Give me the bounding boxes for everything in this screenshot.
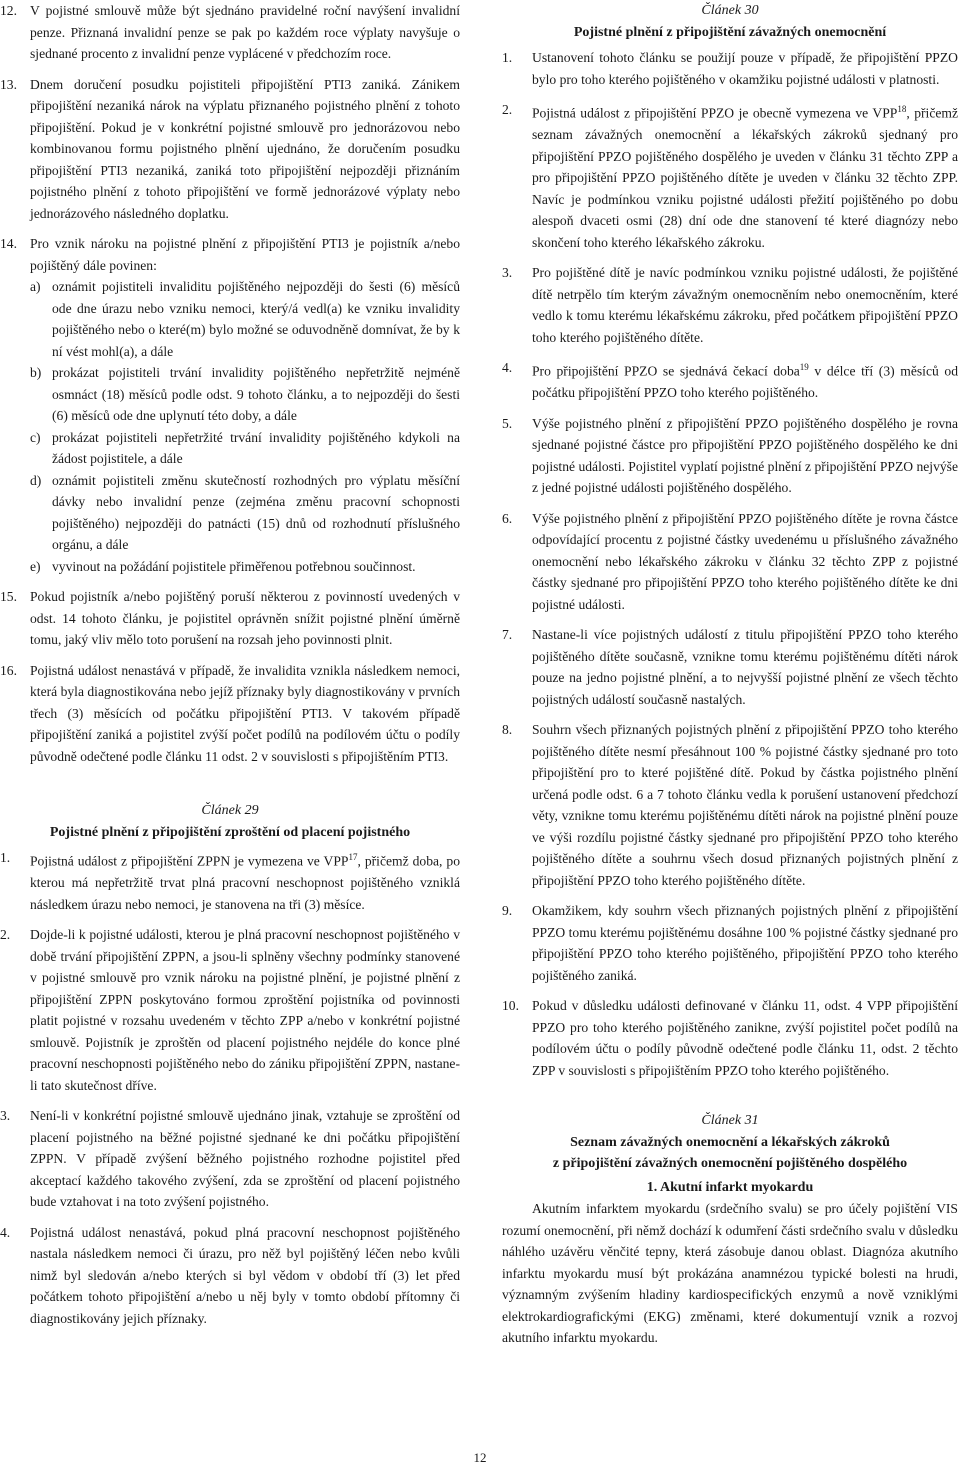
list-item bbox=[502, 900, 958, 986]
item-number: 3. bbox=[502, 265, 513, 281]
item-number: 9. bbox=[502, 903, 513, 919]
right-column bbox=[502, 0, 958, 1349]
article-title: Pojistné plnění z připojištění zproštění od placení pojistného bbox=[49, 824, 411, 840]
list-item bbox=[502, 47, 958, 90]
item-number: 4. bbox=[502, 360, 513, 376]
sub-list-item bbox=[30, 556, 460, 578]
article-label: Článek 29 bbox=[201, 803, 259, 818]
list-item bbox=[0, 74, 460, 225]
item-text: Dnem doručení posudku pojistiteli připojištění PTI3 zaniká. Zánikem připojištění nezaniká nárok na výplatu přiznaného pojistného plnění z tohoto připojištění. Pokud je v konkrétní pojistné smlouvě pro jednorázovou nebo kombinovanou formu pojistného plnění ujednáno, že doručením posudku připojištění PTI3 nezaniká, zaniká toto připojištění nejpozději přiznáním pojistného plnění z tohoto připojištění ve formě jednorázové výplaty nebo jednorázového následného doplatku. bbox=[30, 76, 460, 221]
item-text: Výše pojistného plnění z připojištění PPZO pojištěného dítěte je rovna částce odpovídající procentu z pojistné částky uvedenému u příslušného závažného onemocnění nebo lékařského zákroku v článku 32 těchto ZPP z pojistné částky sjednané pro připojištění PPZO toho kterého pojištěného dítěte ke dni pojistné události. bbox=[532, 510, 958, 612]
list-item bbox=[0, 847, 460, 915]
item-text: Okamžikem, kdy souhrn všech přiznaných pojistných plnění z připojištění PPZO tomu kterému pojištěnému dosáhne 100 % pojistné částky sjednané pro připojištění PPZO toho kterého pojištěného, připojištění PPZO toho kterého pojištěného zaniká. bbox=[532, 903, 958, 983]
sub-item-label: e) bbox=[30, 558, 41, 574]
sub-item-text: oznámit pojistiteli invaliditu pojištěného nejpozději do šesti (6) měsíců ode dne úrazu nebo vzniku nemoci, který/á vedl(a) ke vzniku invalidity pojištěného nebo o které(m) bylo možné se oduvodněně domnívat, že by k ní vést mohl(a), a dále bbox=[52, 279, 460, 359]
sub-list-item bbox=[30, 276, 460, 362]
item-number: 8. bbox=[502, 722, 513, 738]
list-item bbox=[0, 1105, 460, 1213]
list-item bbox=[0, 233, 460, 577]
sub-item-label: d) bbox=[30, 472, 42, 488]
sub-item-text: oznámit pojistiteli změnu skutečností rozhodných pro výplatu měsíční dávky nebo invalidní penze (zejména změnu pracovní schopnosti pojištěného) nejpozději do patnácti (15) dnů od rozhodnutí příslušného orgánu, a dále bbox=[52, 472, 460, 552]
item-number: 12. bbox=[0, 3, 17, 18]
item-number: 7. bbox=[502, 627, 513, 643]
article-label: Článek 31 bbox=[701, 1113, 759, 1129]
item-text: Pro pojištěné dítě je navíc podmínkou vzniku pojistné události, že pojištěné dítě netrpělo tím kterým závažným onemocněním nebo onemocněním, které vedlo k tomu kterému lékařskému zákroku, před počátkem připojištění PPZO toho kterého pojištěného dítěte. bbox=[532, 265, 958, 345]
item-number: 4. bbox=[0, 1224, 11, 1240]
item-text: Souhrn všech přiznaných pojistných plnění z připojištění PPZO toho kterého pojištěného dítěte nesmí přesáhnout 100 % pojistné částky sjednané pro toto připojištění pro to které pojištěné dítě. Pokud by částka pojistného plnění určená podle odst. 6 a 7 tohoto článku vedla k porušení ustanovení předchozí věty, vznikne tomu kterému pojištěnému dítěti nárok na pojistné plnění pouze ve výši rozdílu pojistné částky sjednané pro připojištění PPZO toho kterého pojištěného dítěte a souhrnu všech dosud přiznaných pojistných plnění z připojištění PPZO toho kterého pojištěného dítěte. bbox=[532, 722, 958, 888]
list-item bbox=[0, 0, 460, 65]
item-number: 2. bbox=[502, 102, 513, 117]
article-title-line2: z připojištění závažných onemocnění pojištěného dospělého bbox=[552, 1156, 908, 1172]
list-item bbox=[502, 357, 958, 404]
item-number: 13. bbox=[0, 76, 17, 92]
item-text: Pro vznik nároku na pojistné plnění z připojištění PTI3 je pojistník a/nebo pojištěný dále povinen: bbox=[30, 236, 460, 273]
item-number: 15. bbox=[0, 589, 17, 604]
item-text: Nastane-li více pojistných událostí z titulu připojištění PPZO toho kterého pojištěného dítěte současně, vznikne tomu kterému pojištěnému dítěti nárok pouze na jedno pojistné plnění, a to nejvyšší pojistné plnění ze všech těchto pojistných událostí současně nastalých. bbox=[532, 627, 958, 707]
item-number: 6. bbox=[502, 510, 513, 526]
article-title: Seznam závažných onemocnění a lékařských zákroků bbox=[570, 1134, 890, 1150]
footnote-ref: 19 bbox=[799, 362, 809, 373]
list-item bbox=[502, 719, 958, 891]
section-heading: 1. Akutní infarkt myokardu bbox=[646, 1179, 814, 1195]
item-text: Pojistná událost nenastává, pokud plná pracovní neschopnost pojištěného nastala následkem nemoci či úrazu, pro něž byl pojištěný léčen nebo kvůli nimž byl sledován a/nebo kterých si byl vědom v období tří (3) let před počátkem tohoto připojištění a/nebo u něj byly v tomto období přítomny či diagnostikovány jejich příznaky. bbox=[30, 1224, 460, 1326]
sub-item-text: vyvinout na požádání pojistitele přiměřenou potřebnou součinnost. bbox=[52, 558, 416, 574]
list-item bbox=[502, 508, 958, 616]
item-text: Není-li v konkrétní pojistné smlouvě ujednáno jinak, vztahuje se zproštění od placení pojistného na běžné pojistné sjednané ke dni počátku připojištění ZPPN. V případě zvýšení běžného pojistného rozhodne pojistitel před akceptací každého takového zvýšení, zda se zproštění od placení pojistného bude vztahovat i na toto zvýšení pojistného. bbox=[30, 1108, 460, 1210]
item-number: 1. bbox=[0, 850, 11, 865]
sub-item-text: prokázat pojistiteli trvání invalidity pojištěného nepřetržitě nejméně osmnáct (18) měsíců podle odst. 9 tohoto článku, a to nejpozději do šesti (6) měsíců ode dne uplynutí této doby, a dále bbox=[52, 365, 460, 423]
list-item bbox=[0, 586, 460, 651]
item-text: Pojistná událost nenastává v případě, že invalidita vznikla následkem nemoci, která byla diagnostikována nebo jejíž příznaky byly diagnostikovány v prvních třech (3) měsících od počátku připojištění PTI3. V takovém případě připojištění zaniká a pojistitel zvýší počet podílů na podílovém účtu o podíly původně odečtené podle článku 11 odst. 2 v souvislosti s připojištěním PTI3. bbox=[30, 662, 460, 764]
item-text: Pojistná událost z připojištění ZPPN je vymezena ve VPP$^{17}$, přičemž doba, po kterou má nepřetržitě trvat plná pracovní neschopnost pojištěného vzniklá následkem úrazu nebo nemoci, je stanovena na tři (3) měsíce. bbox=[30, 852, 460, 912]
list-item bbox=[0, 1222, 460, 1330]
list-item bbox=[502, 624, 958, 710]
list-item bbox=[502, 413, 958, 499]
item-number: 2. bbox=[0, 927, 11, 943]
item-number: 10. bbox=[502, 998, 519, 1014]
item-number: 14. bbox=[0, 236, 17, 251]
item-text: Pojistná událost z připojištění PPZO je obecně vymezena ve VPP$^{18}$, přičemž seznam závažných onemocnění a lékařských zákroků sjednaný pro připojištění PPZO pojištěného dospělého je uveden v článku 31 těchto ZPP a pro připojištění PPZO pojištěného dítěte je uveden v článku 32 těchto ZPP. Navíc je podmínkou vzniku pojistné události přežití pojištěného po dobu alespoň dvaceti osmi (28) dní ode dne stanovení té které diagnózy nebo skončení toho kterého lékařského zákroku. bbox=[532, 104, 958, 250]
sub-item-text: prokázat pojistiteli nepřetržité trvání invalidity pojištěného kdykoli na žádost pojistitele, a dále bbox=[52, 429, 460, 466]
item-text: Pro připojištění PPZO se sjednává čekací doba$^{19}$ v délce tří (3) měsíců od počátku připojištění PPZO toho kterého pojištěného. bbox=[532, 362, 958, 401]
item-text: Ustanovení tohoto článku se použijí pouze v případě, že připojištění PPZO bylo pro toho kterého pojištěného v okamžiku pojistné události v platnosti. bbox=[532, 50, 958, 87]
sub-list-item bbox=[30, 427, 460, 470]
sub-item-label: c) bbox=[30, 429, 41, 445]
section-text: Akutním infarktem myokardu (srdečního svalu) se pro účely pojištění VIS rozumí onemocnění, při němž dochází k odumření části srdečního svalu v důsledku náhlého uzávěru věnčité tepny, která zásobuje danou oblast. Diagnóza akutního infarktu myokardu musí být prokázána anamnézou typické bolesti na hrudi, významným zvýšením hladiny kardiospecifických enzymů a nově vzniklými elektrokardiografickými (EKG) změnami, které dokumentují vznik a rozvoj akutního infarktu myokardu. bbox=[502, 1201, 958, 1346]
sub-item-label: a) bbox=[30, 279, 41, 294]
list-item bbox=[0, 660, 460, 768]
article-title: Pojistné plnění z připojištění závažných onemocnění bbox=[573, 24, 887, 40]
item-text: Výše pojistného plnění z připojištění PPZO pojištěného dospělého je rovna sjednané pojistné částce pro připojištění PPZO pojištěného dospělého ke dni pojistné události. Pojistitel vyplatí pojistné plnění z připojištění PPZO nejvýše z jedné pojistné události pojištěného dospělého. bbox=[532, 415, 958, 496]
item-text: Dojde-li k pojistné události, kterou je plná pracovní neschopnost pojištěného v době trvání připojištění ZPPN, a jsou-li splněny všechny podmínky stanovené v pojistné smlouvě pro vznik nároku na pojistné plnění, je pojistné plnění z připojištění ZPPN poskytováno formou zproštění pojistníka od povinnosti platit pojistné v rozsahu uvedeném v těchto ZPP a/nebo v konkrétní pojistné smlouvě. Pojistník je zproštěn od placení pojistného nejdéle do konce plné pracovní neschopnosti pojištěného nebo do zániku připojištění ZPPN, nastane-li tato skutečnost dříve. bbox=[30, 927, 460, 1093]
list-item bbox=[502, 262, 958, 348]
page-number: 12 bbox=[473, 1450, 487, 1465]
item-text: Pokud pojistník a/nebo pojištěný poruší některou z povinností uvedených v odst. 14 tohoto článku, je pojistitel oprávněn snížit pojistné plnění úměrně tomu, jaký vliv mělo toto porušení na rozsah jeho povinnosti plnit. bbox=[30, 589, 460, 647]
footnote-ref: 17 bbox=[348, 852, 358, 862]
article-label: Článek 30 bbox=[701, 3, 759, 18]
left-column bbox=[0, 0, 460, 1338]
list-item bbox=[502, 99, 958, 253]
item-number: 16. bbox=[0, 662, 17, 678]
item-number: 5. bbox=[502, 415, 513, 431]
sub-list-item bbox=[30, 362, 460, 427]
list-item bbox=[0, 924, 460, 1096]
item-number: 3. bbox=[0, 1108, 11, 1124]
item-number: 1. bbox=[502, 50, 513, 65]
sub-list-item bbox=[30, 470, 460, 556]
footnote-ref: 18 bbox=[897, 104, 907, 114]
item-text: V pojistné smlouvě může být sjednáno pravidelné roční navýšení invalidní penze. Přiznaná invalidní penze se pak po každém roce výplaty navyšuje o sjednané procento z invalidní penze vyplácené v předchozím roce. bbox=[30, 3, 460, 61]
item-text: Pokud v důsledku události definované v článku 11, odst. 4 VPP připojištění PPZO pro toho kterého pojištěného zanikne, zvýší pojistitel počet podílů na podílovém účtu o podíly původně odečtené podle článku 11, odst. 2 těchto ZPP v souvislosti s připojištěním PPZO toho kterého pojištěného. bbox=[532, 998, 958, 1078]
list-item bbox=[502, 995, 958, 1081]
sub-item-label: b) bbox=[30, 365, 42, 380]
